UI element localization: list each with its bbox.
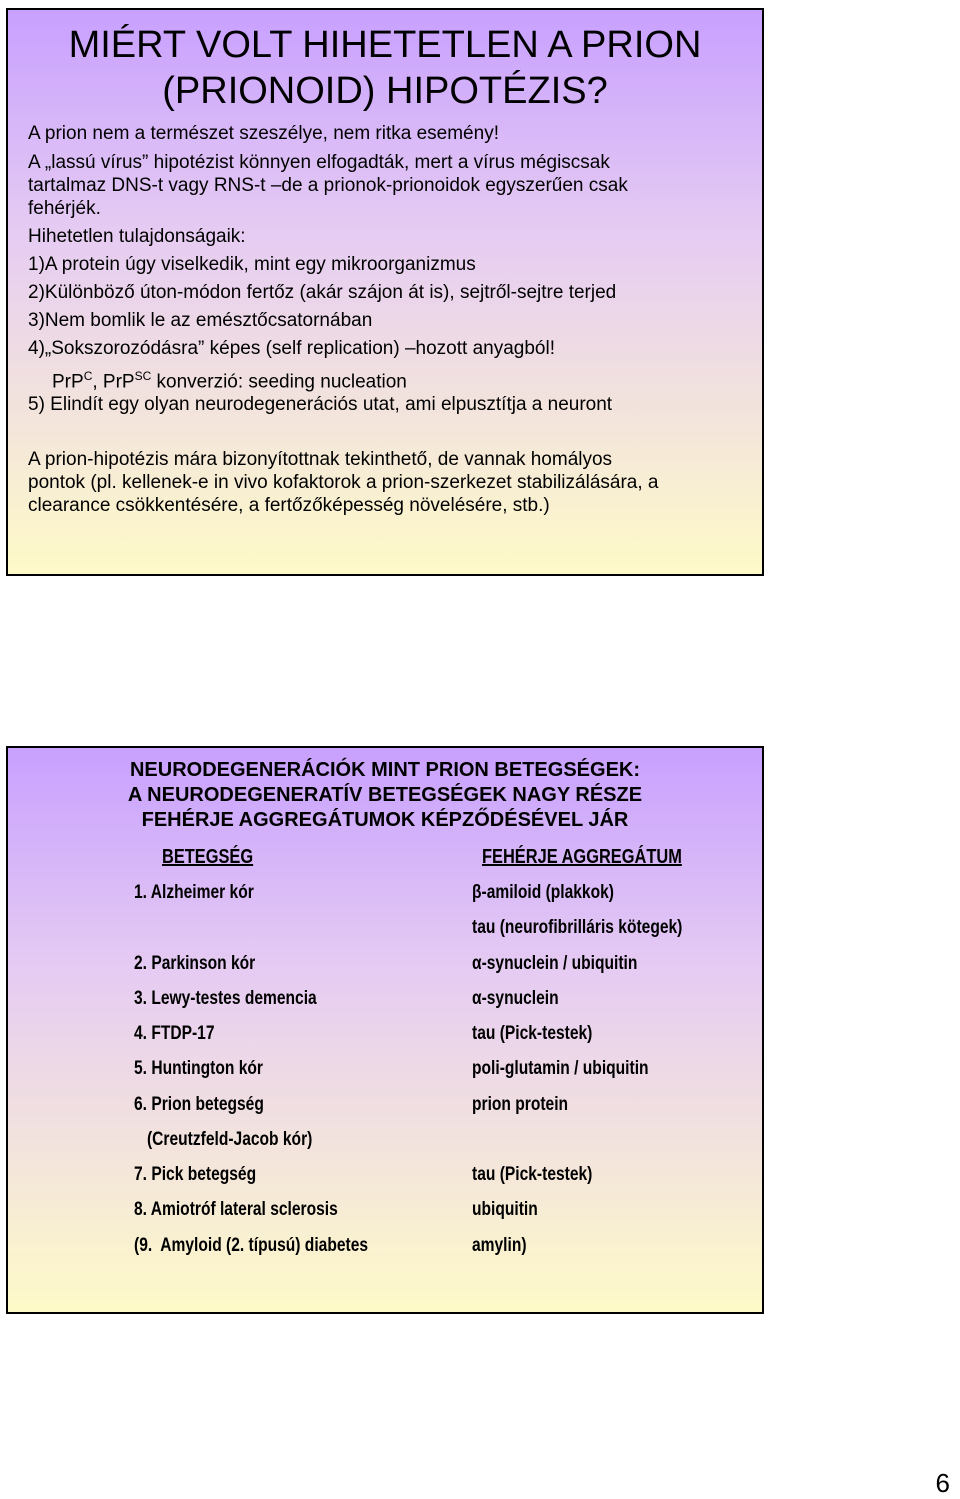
table-row: 8. Amiotróf lateral sclerosis ubiquitin — [134, 1199, 538, 1220]
table-row: 6. Prion betegség prion protein — [134, 1094, 569, 1115]
intro-line-2: A „lassú vírus” hipotézist könnyen elfogadták, mert a vírus mégiscsak — [28, 152, 610, 173]
property-3: 3)Nem bomlik le az emésztőcsatornában — [28, 310, 373, 331]
table-row: 3. Lewy-testes demencia α-synuclein — [134, 988, 559, 1009]
prp-conversion: PrP$^C$, PrP$^{SC}$ konverzió: seeding nucleation — [52, 369, 407, 393]
heading-line-2: A NEURODEGENERATÍV BETEGSÉGEK NAGY RÉSZE — [127, 784, 643, 806]
table-row: (9. Amyloid (2. típusú) diabetes amylin) — [134, 1235, 527, 1256]
property-1: 1)A protein úgy viselkedik, mint egy mikroorganizmus — [28, 254, 476, 275]
conclusion-line-2: pontok (pl. kellenek-e in vivo kofaktorok a prion-szerkezet stabilizálására, a — [28, 472, 659, 493]
table-row: tau (neurofibrilláris kötegek) — [472, 917, 683, 938]
table-row: 1. Alzheimer kór β-amiloid (plakkok) — [134, 882, 614, 903]
property-2: 2)Különböző úton-módon fertőz (akár szájon át is), sejtről-sejtre terjed — [28, 282, 617, 303]
intro-line-1: A prion nem a természet szeszélye, nem ritka esemény! — [28, 123, 499, 144]
column-header-protein: FEHÉRJE AGGREGÁTUM — [482, 846, 682, 868]
table-row: (Creutzfeld-Jacob kór) — [134, 1129, 313, 1150]
page-number: 6 — [935, 1468, 950, 1498]
intro-line-3: tartalmaz DNS-t vagy RNS-t –de a prionok-prionoidok egyszerűen csak — [28, 175, 628, 196]
slide-neurodegeneration — [6, 746, 764, 1314]
conclusion-line-1: A prion-hipotézis mára bizonyítottnak tekinthető, de vannak homályos — [28, 449, 613, 470]
title-line-2: (PRIONOID) HIPOTÉZIS? — [162, 70, 608, 112]
properties-intro: Hihetetlen tulajdonságaik: — [28, 226, 246, 247]
intro-line-4: fehérjék. — [28, 198, 101, 219]
table-row: 4. FTDP-17 tau (Pick-testek) — [134, 1023, 593, 1044]
slide-heading — [8, 758, 762, 833]
heading-line-3: FEHÉRJE AGGREGÁTUMOK KÉPZŐDÉSÉVEL JÁR — [141, 809, 629, 831]
table-row: 2. Parkinson kór α-synuclein / ubiquitin — [134, 953, 638, 974]
property-4: 4)„Sokszorozódásra” képes (self replication) –hozott anyagból! — [28, 338, 555, 359]
conclusion-line-3: clearance csökkentésére, a fertőzőképesség növelésére, stb.) — [28, 495, 550, 516]
heading-line-1: NEURODEGENERÁCIÓK MINT PRION BETEGSÉGEK: — [129, 759, 641, 781]
property-5: 5) Elindít egy olyan neurodegenerációs utat, ami elpusztítja a neuront — [28, 394, 613, 415]
table-row: 7. Pick betegség tau (Pick-testek) — [134, 1164, 593, 1185]
title-line-1: MIÉRT VOLT HIHETETLEN A PRION — [68, 24, 702, 66]
column-header-disease: BETEGSÉG — [162, 846, 254, 868]
slide-title — [8, 22, 762, 114]
slide-prion-hypothesis — [6, 8, 764, 576]
table-row: 5. Huntington kór poli-glutamin / ubiquitin — [134, 1058, 649, 1079]
